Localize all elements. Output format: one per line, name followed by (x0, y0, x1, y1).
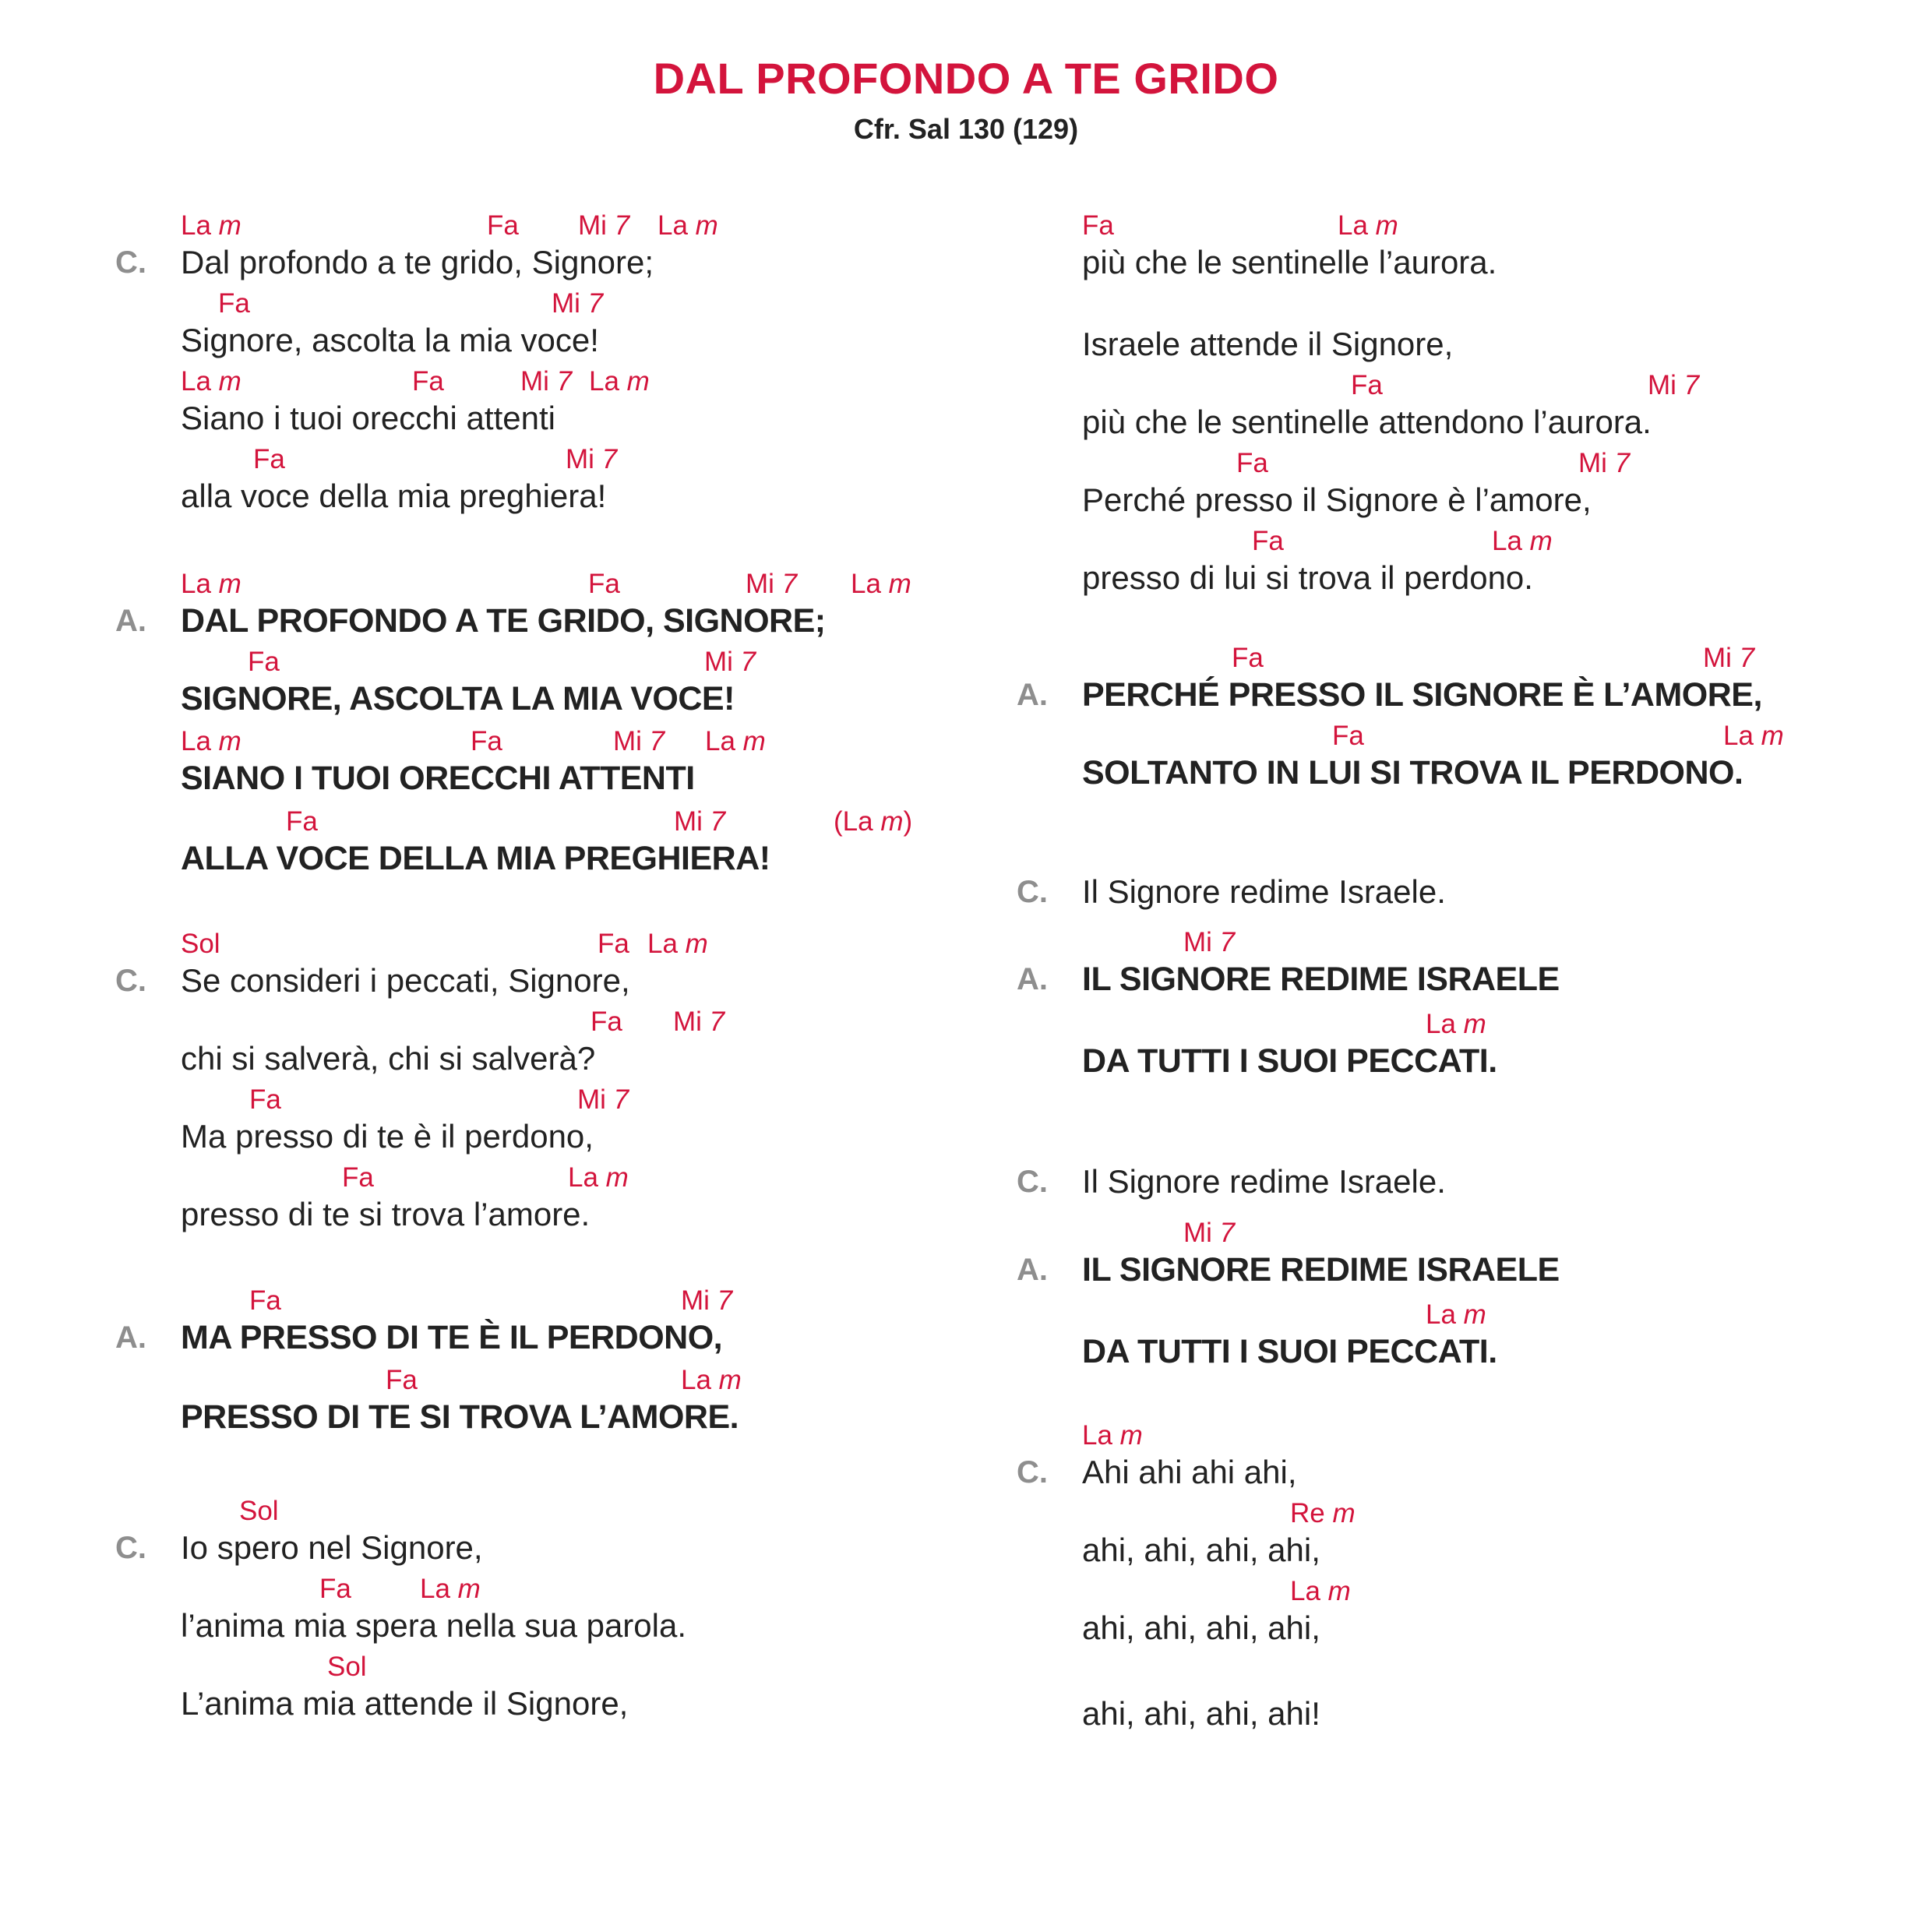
assembly-lyric: SOLTANTO IN LUI SI TROVA IL PERDONO. (1082, 754, 1743, 791)
chord-root: Fa (1232, 643, 1264, 673)
chord-root: La (181, 726, 211, 756)
chord-quality: m (218, 726, 242, 756)
chord-root: Fa (248, 647, 280, 677)
chord-root: Mi (1183, 927, 1212, 957)
chord-label (746, 569, 797, 600)
chord-label (1332, 721, 1364, 752)
chord-label (1578, 448, 1630, 479)
chord-label (1723, 721, 1784, 752)
chord-label (588, 569, 620, 600)
chord-label (487, 210, 519, 242)
chord-root: Fa (342, 1162, 374, 1193)
chord-quality: m (1761, 721, 1784, 751)
chord-label (181, 210, 242, 242)
chord-root: (La (834, 806, 873, 837)
chord-label (1236, 448, 1268, 479)
chord-root: Mi (552, 288, 580, 319)
part-marker: C. (115, 964, 146, 998)
chord-root: Mi (674, 806, 703, 837)
chord-label (1492, 526, 1553, 557)
cantor-lyric: Siano i tuoi orecchi attenti (181, 400, 555, 436)
chord-quality: 7 (587, 288, 604, 319)
part-marker: A. (115, 604, 146, 638)
assembly-lyric: SIANO I TUOI ORECCHI ATTENTI (181, 760, 695, 797)
assembly-lyric: PERCHÉ PRESSO IL SIGNORE È L’AMORE, (1082, 676, 1762, 714)
chord-label (1232, 643, 1264, 674)
chord-quality: m (218, 569, 242, 599)
chord-root: Fa (412, 366, 444, 397)
chord-label (181, 726, 242, 757)
chord-label (834, 806, 912, 837)
chord-label (704, 647, 756, 678)
chord-root: Fa (591, 1007, 622, 1037)
chord-root: Mi (1578, 448, 1607, 478)
chord-root: Fa (1351, 370, 1383, 400)
cantor-lyric: ahi, ahi, ahi, ahi, (1082, 1609, 1320, 1646)
chord-root: La (568, 1162, 598, 1193)
chord-root: Fa (319, 1574, 351, 1604)
chord-quality: 7 (1614, 448, 1631, 478)
chord-quality: 7 (1683, 370, 1700, 400)
chord-label (1183, 927, 1235, 958)
cantor-lyric: L’anima mia attende il Signore, (181, 1685, 629, 1722)
part-marker: A. (1017, 962, 1048, 996)
chord-label (520, 366, 572, 397)
chord-label (248, 647, 280, 678)
part-marker: C. (115, 245, 146, 280)
chord-quality: 7 (1739, 643, 1755, 673)
assembly-lyric: DA TUTTI I SUOI PECCATI. (1082, 1042, 1497, 1080)
chord-label (319, 1574, 351, 1605)
assembly-lyric: ALLA VOCE DELLA MIA PREGHIERA! (181, 840, 770, 877)
chord-root: La (420, 1574, 450, 1604)
part-marker: C. (1017, 1165, 1048, 1199)
cantor-lyric: Il Signore redime Israele. (1082, 873, 1446, 910)
chord-root: Fa (253, 444, 285, 474)
cantor-lyric: chi si salverà, chi si salverà? (181, 1040, 596, 1077)
cantor-lyric: Ma presso di te è il perdono, (181, 1118, 594, 1155)
chord-root: Mi (566, 444, 594, 474)
chord-label (851, 569, 911, 600)
chord-label (1183, 1218, 1235, 1249)
chord-label (253, 444, 285, 475)
chord-label (681, 1285, 732, 1317)
chord-label (181, 366, 242, 397)
chord-label (1082, 210, 1114, 242)
chord-label (578, 210, 629, 242)
chord-root: La (589, 366, 619, 397)
chord-root: Fa (487, 210, 519, 241)
chord-root: La (1338, 210, 1368, 241)
chord-label (181, 929, 220, 960)
cantor-lyric: Israele attende il Signore, (1082, 326, 1454, 362)
cantor-lyric: più che le sentinelle l’aurora. (1082, 244, 1497, 280)
chord-root: Fa (598, 929, 629, 959)
cantor-lyric: Signore, ascolta la mia voce! (181, 322, 599, 358)
chord-quality: 7 (601, 444, 618, 474)
chord-label (1338, 210, 1398, 242)
chord-root: Fa (386, 1365, 418, 1395)
assembly-lyric: MA PRESSO DI TE È IL PERDONO, (181, 1319, 723, 1356)
chord-quality: m (626, 366, 650, 397)
part-marker: C. (1017, 875, 1048, 909)
chord-root: La (705, 726, 735, 756)
chord-root: La (1082, 1420, 1112, 1451)
chord-quality: m (1375, 210, 1398, 241)
chord-root: Mi (520, 366, 549, 397)
chord-label (577, 1084, 629, 1116)
chord-root: Sol (181, 929, 220, 959)
part-marker: A. (115, 1320, 146, 1355)
chord-label (705, 726, 766, 757)
chord-root: Fa (1332, 721, 1364, 751)
chord-root: Mi (578, 210, 607, 241)
chord-quality: m (218, 366, 242, 397)
assembly-lyric: IL SIGNORE REDIME ISRAELE (1082, 961, 1560, 998)
chord-label (327, 1652, 367, 1683)
cantor-lyric: alla voce della mia preghiera! (181, 478, 607, 514)
chord-quality: 7 (1219, 927, 1236, 957)
cantor-lyric: Il Signore redime Israele. (1082, 1163, 1446, 1200)
chord-quality: 7 (614, 210, 630, 241)
cantor-lyric: ahi, ahi, ahi, ahi, (1082, 1532, 1320, 1568)
song-subtitle: Cfr. Sal 130 (129) (853, 113, 1079, 145)
chord-label (249, 1084, 281, 1116)
cantor-lyric: più che le sentinelle attendono l’aurora. (1082, 404, 1652, 440)
chord-root: Fa (1082, 210, 1114, 241)
chord-label (1426, 1299, 1486, 1331)
chord-root: La (1426, 1299, 1456, 1330)
chord-root: La (1723, 721, 1754, 751)
chord-label (658, 210, 718, 242)
chord-quality: m (880, 806, 904, 837)
chord-root: Mi (1648, 370, 1676, 400)
chord-quality: m (1119, 1420, 1143, 1451)
chord-root: Fa (1252, 526, 1284, 556)
chord-label (591, 1007, 622, 1038)
part-marker: A. (1017, 678, 1048, 712)
chord-root: Mi (673, 1007, 702, 1037)
chord-label (566, 444, 617, 475)
chord-root: La (1492, 526, 1522, 556)
cantor-lyric: Io spero nel Signore, (181, 1529, 483, 1566)
chord-root: La (181, 210, 211, 241)
chord-label (218, 288, 250, 319)
chord-label (1648, 370, 1699, 401)
chord-label (681, 1365, 742, 1396)
chord-root: Mi (681, 1285, 710, 1316)
chord-quality: m (888, 569, 911, 599)
cantor-lyric: Ahi ahi ahi ahi, (1082, 1454, 1297, 1490)
chord-root: La (851, 569, 881, 599)
chord-label (249, 1285, 281, 1317)
chord-suffix: ) (903, 806, 913, 837)
chord-label (420, 1574, 481, 1605)
part-marker: C. (1017, 1455, 1048, 1490)
chord-root: La (181, 569, 211, 599)
chord-label (1082, 1420, 1143, 1451)
chord-root: Mi (1183, 1218, 1212, 1248)
chord-quality: 7 (649, 726, 665, 756)
chord-quality: m (695, 210, 718, 241)
chord-root: Sol (239, 1496, 279, 1526)
chord-root: La (647, 929, 678, 959)
chord-quality: m (1529, 526, 1553, 556)
chord-quality: 7 (717, 1285, 733, 1316)
chord-quality: 7 (613, 1084, 629, 1115)
assembly-lyric: DAL PROFONDO A TE GRIDO, SIGNORE; (181, 602, 826, 640)
cantor-lyric: presso di lui si trova il perdono. (1082, 559, 1533, 596)
chord-quality: m (1332, 1498, 1356, 1528)
chord-label (386, 1365, 418, 1396)
chord-label (181, 569, 242, 600)
chord-quality: m (718, 1365, 742, 1395)
chord-root: Mi (1703, 643, 1732, 673)
chord-quality: m (1463, 1299, 1486, 1330)
chord-label (1252, 526, 1284, 557)
chord-label (674, 806, 725, 837)
song-title: DAL PROFONDO A TE GRIDO (653, 54, 1279, 103)
chord-quality: m (1463, 1009, 1486, 1039)
cantor-lyric: presso di te si trova l’amore. (181, 1196, 591, 1232)
chord-quality: 7 (709, 1007, 725, 1037)
part-marker: A. (1017, 1253, 1048, 1287)
cantor-lyric: Perché presso il Signore è l’amore, (1082, 481, 1592, 518)
chord-label (286, 806, 318, 837)
assembly-lyric: PRESSO DI TE SI TROVA L’AMORE. (181, 1398, 739, 1436)
chord-root: Mi (613, 726, 642, 756)
chord-quality: m (685, 929, 708, 959)
chord-root: Mi (746, 569, 774, 599)
chord-root: La (658, 210, 688, 241)
part-marker: C. (115, 1531, 146, 1565)
chord-quality: 7 (1219, 1218, 1236, 1248)
chord-root: Fa (286, 806, 318, 837)
chord-label (589, 366, 650, 397)
cantor-lyric: ahi, ahi, ahi, ahi! (1082, 1695, 1320, 1732)
chord-label (1290, 1576, 1351, 1607)
chord-label (471, 726, 502, 757)
chord-root: Fa (1236, 448, 1268, 478)
assembly-lyric: DA TUTTI I SUOI PECCATI. (1082, 1333, 1497, 1370)
chord-root: Fa (249, 1084, 281, 1115)
chord-root: Fa (471, 726, 502, 756)
chord-quality: m (457, 1574, 481, 1604)
chord-quality: 7 (556, 366, 573, 397)
chord-label (647, 929, 708, 960)
chord-label (342, 1162, 374, 1193)
cantor-lyric: l’anima mia spera nella sua parola. (181, 1607, 687, 1644)
cantor-lyric: Se consideri i peccati, Signore, (181, 962, 630, 999)
chord-quality: 7 (781, 569, 798, 599)
chord-root: Sol (327, 1652, 367, 1682)
chord-quality: m (742, 726, 766, 756)
chord-root: Fa (588, 569, 620, 599)
chord-label (1290, 1498, 1356, 1529)
assembly-lyric: SIGNORE, ASCOLTA LA MIA VOCE! (181, 680, 735, 717)
chord-root: Re (1290, 1498, 1325, 1528)
chord-label (568, 1162, 629, 1193)
chord-label (552, 288, 603, 319)
chord-label (598, 929, 629, 960)
chord-label (412, 366, 444, 397)
chord-root: Fa (249, 1285, 281, 1316)
chord-label (1351, 370, 1383, 401)
cantor-lyric: Dal profondo a te grido, Signore; (181, 244, 654, 280)
chord-quality: 7 (710, 806, 726, 837)
chord-root: Fa (218, 288, 250, 319)
chord-quality: 7 (740, 647, 756, 677)
chord-label (613, 726, 665, 757)
assembly-lyric: IL SIGNORE REDIME ISRAELE (1082, 1251, 1560, 1289)
chord-quality: m (1327, 1576, 1351, 1606)
chord-root: La (181, 366, 211, 397)
chord-root: La (1426, 1009, 1456, 1039)
chord-quality: m (605, 1162, 629, 1193)
chord-root: La (1290, 1576, 1320, 1606)
chord-label (239, 1496, 279, 1527)
chord-quality: m (218, 210, 242, 241)
chord-root: Mi (577, 1084, 606, 1115)
chord-label (673, 1007, 724, 1038)
chord-label (1703, 643, 1754, 674)
chord-root: Mi (704, 647, 733, 677)
chord-label (1426, 1009, 1486, 1040)
chord-root: La (681, 1365, 711, 1395)
